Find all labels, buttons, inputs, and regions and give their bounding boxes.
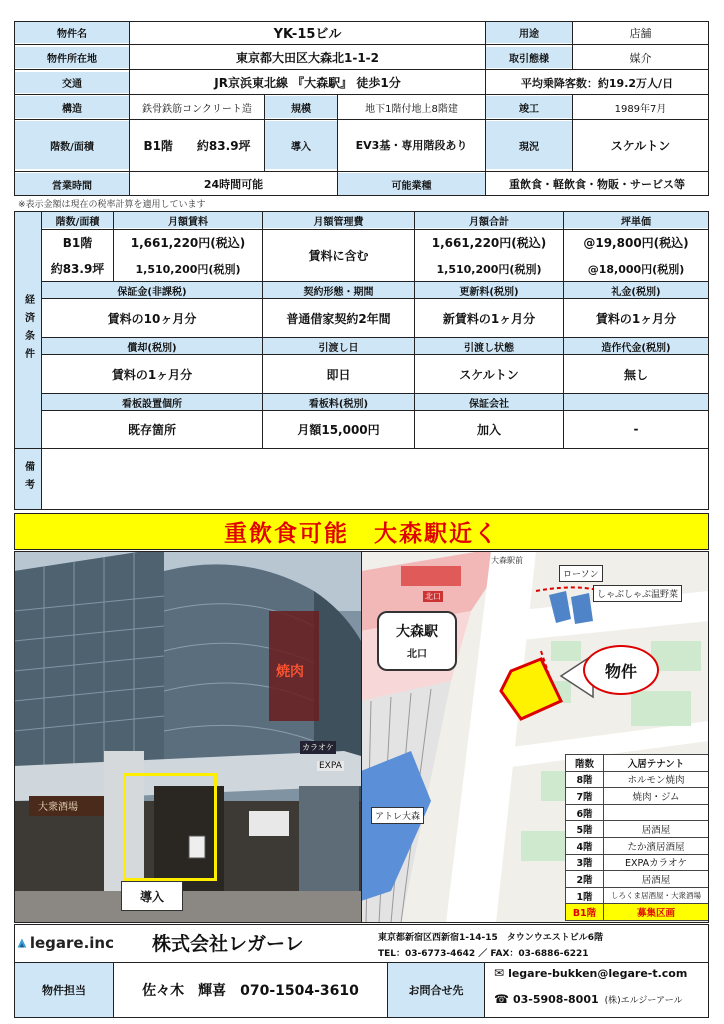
econ-side-label	[15, 212, 41, 448]
tenant-name: ホルモン焼肉	[604, 771, 709, 788]
headline-text: 重飲食可能 大森駅近く	[224, 521, 499, 547]
scale-label: 規模	[265, 96, 337, 118]
h-sign: 看板設置個所	[42, 394, 262, 410]
h-signfee: 看板料(税別)	[263, 394, 414, 410]
remarks-text: 備考	[22, 461, 34, 497]
h-total: 月額合計	[415, 212, 563, 228]
tenant-name: 募集区画	[604, 904, 709, 921]
h-mgmt: 月額管理費	[263, 212, 414, 228]
tenant-name: EXPAカラオケ	[604, 854, 709, 871]
econ-tsubo-2: @18,000円(税別)	[587, 262, 685, 276]
econ-total-1: 1,661,220円(税込)	[431, 236, 547, 250]
logo-mark-icon	[16, 935, 28, 951]
phone-icon: ☎	[494, 992, 509, 1006]
tenant-floor: 2階	[566, 871, 604, 888]
h-deposit: 保証金(非課税)	[42, 282, 262, 298]
hours-value: 24時間可能	[130, 173, 337, 195]
bukken-callout: 物件	[583, 645, 659, 695]
transit-value: JR京浜東北線 『大森駅』 徒歩1分	[130, 72, 485, 93]
status-label: 現況	[486, 121, 572, 169]
name-label: 物件名	[15, 22, 129, 43]
contact-label: お問合せ先	[388, 963, 484, 1017]
deal-value: 媒介	[573, 47, 708, 68]
econ-guarantor: 加入	[476, 422, 501, 437]
econ-mgmt: 賃料に含む	[308, 249, 369, 263]
h-handover: 引渡し日	[263, 338, 414, 354]
econ-handover: 即日	[326, 367, 351, 382]
tenant-floor: 7階	[566, 788, 604, 805]
use-label: 用途	[486, 22, 572, 43]
h-handover-state: 引渡し状態	[415, 338, 563, 354]
shop-sign-2: カラオケ	[302, 743, 334, 752]
h-renewal: 更新料(税別)	[415, 282, 563, 298]
station-exit: 北口	[407, 649, 427, 660]
tenant-floor: 4階	[566, 837, 604, 854]
business-value: 重飲食・軽飲食・物販・サービス等	[486, 173, 708, 195]
econ-contract: 普通借家契約2年間	[286, 311, 391, 326]
station-name: 大森駅	[396, 624, 438, 640]
econ-handover-state: スケルトン	[459, 367, 519, 382]
econ-side-text: 経済条件	[22, 294, 34, 366]
tenant-name: たか濱居酒屋	[604, 837, 709, 854]
tax-note: ※表示金額は現在の税率計算を適用しています	[18, 200, 206, 210]
address-label: 物件所在地	[15, 47, 129, 68]
tenant-floor: 1階	[566, 887, 604, 904]
tenant-h-name: 入居テナント	[604, 755, 709, 772]
built-label: 竣工	[486, 96, 572, 118]
floor-label: 階数/面積	[15, 121, 129, 169]
status-value: スケルトン	[573, 121, 708, 169]
h-guarantor: 保証会社	[415, 394, 563, 410]
tenant-floor: 3階	[566, 854, 604, 871]
intro-label: 導入	[265, 121, 337, 169]
tenant-name: しろくま居酒屋・大衆酒場	[604, 887, 709, 904]
structure-label: 構造	[15, 96, 129, 118]
contact-phone[interactable]: 03-5908-8001	[512, 992, 599, 1006]
h-reikin: 礼金(税別)	[564, 282, 708, 298]
tenant-floor: 8階	[566, 771, 604, 788]
h-shokyaku: 償却(税別)	[42, 338, 262, 354]
h-tsubo: 坪単価	[564, 212, 708, 228]
use-value: 店舗	[573, 22, 708, 43]
econ-tsubo-1: @19,800円(税込)	[583, 236, 689, 250]
h-rent: 月額賃料	[114, 212, 262, 228]
intro-value: EV3基・専用階段あり	[338, 121, 485, 169]
econ-rent-1: 1,661,220円(税込)	[130, 236, 246, 250]
headline-banner	[14, 513, 709, 550]
h-blank	[564, 394, 708, 410]
passengers-value: 平均乗降客数：約19.2万人/日	[486, 72, 708, 93]
agent-value: 佐々木 輝喜 070-1504-3610	[142, 983, 359, 999]
map-lawson-label: ローソン	[559, 565, 603, 582]
econ-total-2: 1,510,200円(税別)	[436, 262, 542, 276]
econ-shokyaku: 賃料の1ヶ月分	[111, 367, 193, 382]
tenant-name: 居酒屋	[604, 821, 709, 838]
svg-text:焼肉: 焼肉	[276, 664, 304, 680]
mail-icon: ✉	[494, 966, 505, 980]
floor-value: B1階 約83.9坪	[130, 121, 264, 169]
map-station-front: 大森駅前	[491, 556, 523, 565]
address-value: 東京都大田区大森北1-1-2	[130, 47, 485, 68]
h-contract: 契約形態・期間	[263, 282, 414, 298]
company-address: 東京都新宿区西新宿1-14-15 タウンウエストビル6階	[378, 933, 604, 943]
remarks-label	[15, 449, 41, 509]
property-name: YK-15ビル	[130, 22, 485, 43]
tenant-name: 居酒屋	[604, 871, 709, 888]
logo-text: legare.inc	[29, 934, 114, 952]
contact-email[interactable]: legare-bukken@legare-t.com	[508, 966, 688, 980]
map-kita-label: 北口	[425, 592, 441, 601]
shop-sign-3: EXPA	[319, 761, 342, 771]
structure-value: 鉄骨鉄筋コンクリート造	[130, 96, 264, 118]
company-logo	[16, 928, 114, 958]
contact-phone-note: (株)エルジーアール	[604, 995, 683, 1006]
tenant-floor: B1階	[566, 904, 604, 921]
shop-sign-1: 大衆酒場	[38, 802, 78, 813]
transit-label: 交通	[15, 72, 129, 93]
tenant-h-floor: 階数	[566, 755, 604, 772]
h-build: 造作代金(税別)	[564, 338, 708, 354]
deal-label: 取引態様	[486, 47, 572, 68]
built-value: 1989年7月	[573, 96, 708, 118]
company-name: 株式会社レガーレ	[152, 933, 304, 955]
econ-rent-2: 1,510,200円(税別)	[135, 262, 241, 276]
tenant-floor: 5階	[566, 821, 604, 838]
econ-build: 無し	[623, 367, 648, 382]
econ-blank: -	[633, 422, 639, 436]
hours-label: 営業時間	[15, 173, 129, 195]
map-atre-label: アトレ大森	[371, 807, 424, 824]
business-label: 可能業種	[338, 173, 485, 195]
h-floor: 階数/面積	[42, 212, 113, 228]
econ-signfee: 月額15,000円	[297, 422, 380, 437]
scale-value: 地下1階付地上8階建	[338, 96, 485, 118]
econ-renewal: 新賃料の1ヶ月分	[442, 311, 536, 326]
econ-floor-2: 約83.9坪	[50, 262, 105, 276]
contact-email-row	[494, 966, 687, 980]
agent-label: 物件担当	[15, 963, 113, 1017]
entrance-tag: 導入	[121, 881, 183, 911]
econ-floor-1: B1階	[62, 236, 93, 250]
company-tel: TEL：03-6773-4642 ／ FAX：03-6886-6221	[378, 949, 589, 959]
tenant-floor: 6階	[566, 804, 604, 821]
econ-reikin: 賃料の1ヶ月分	[595, 311, 677, 326]
econ-deposit: 賃料の10ヶ月分	[107, 311, 197, 326]
map-shabu-label: しゃぶしゃぶ温野菜	[593, 585, 682, 602]
econ-sign: 既存箇所	[127, 422, 176, 437]
contact-phone-row	[494, 992, 683, 1006]
tenant-name: 焼肉・ジム	[604, 788, 709, 805]
